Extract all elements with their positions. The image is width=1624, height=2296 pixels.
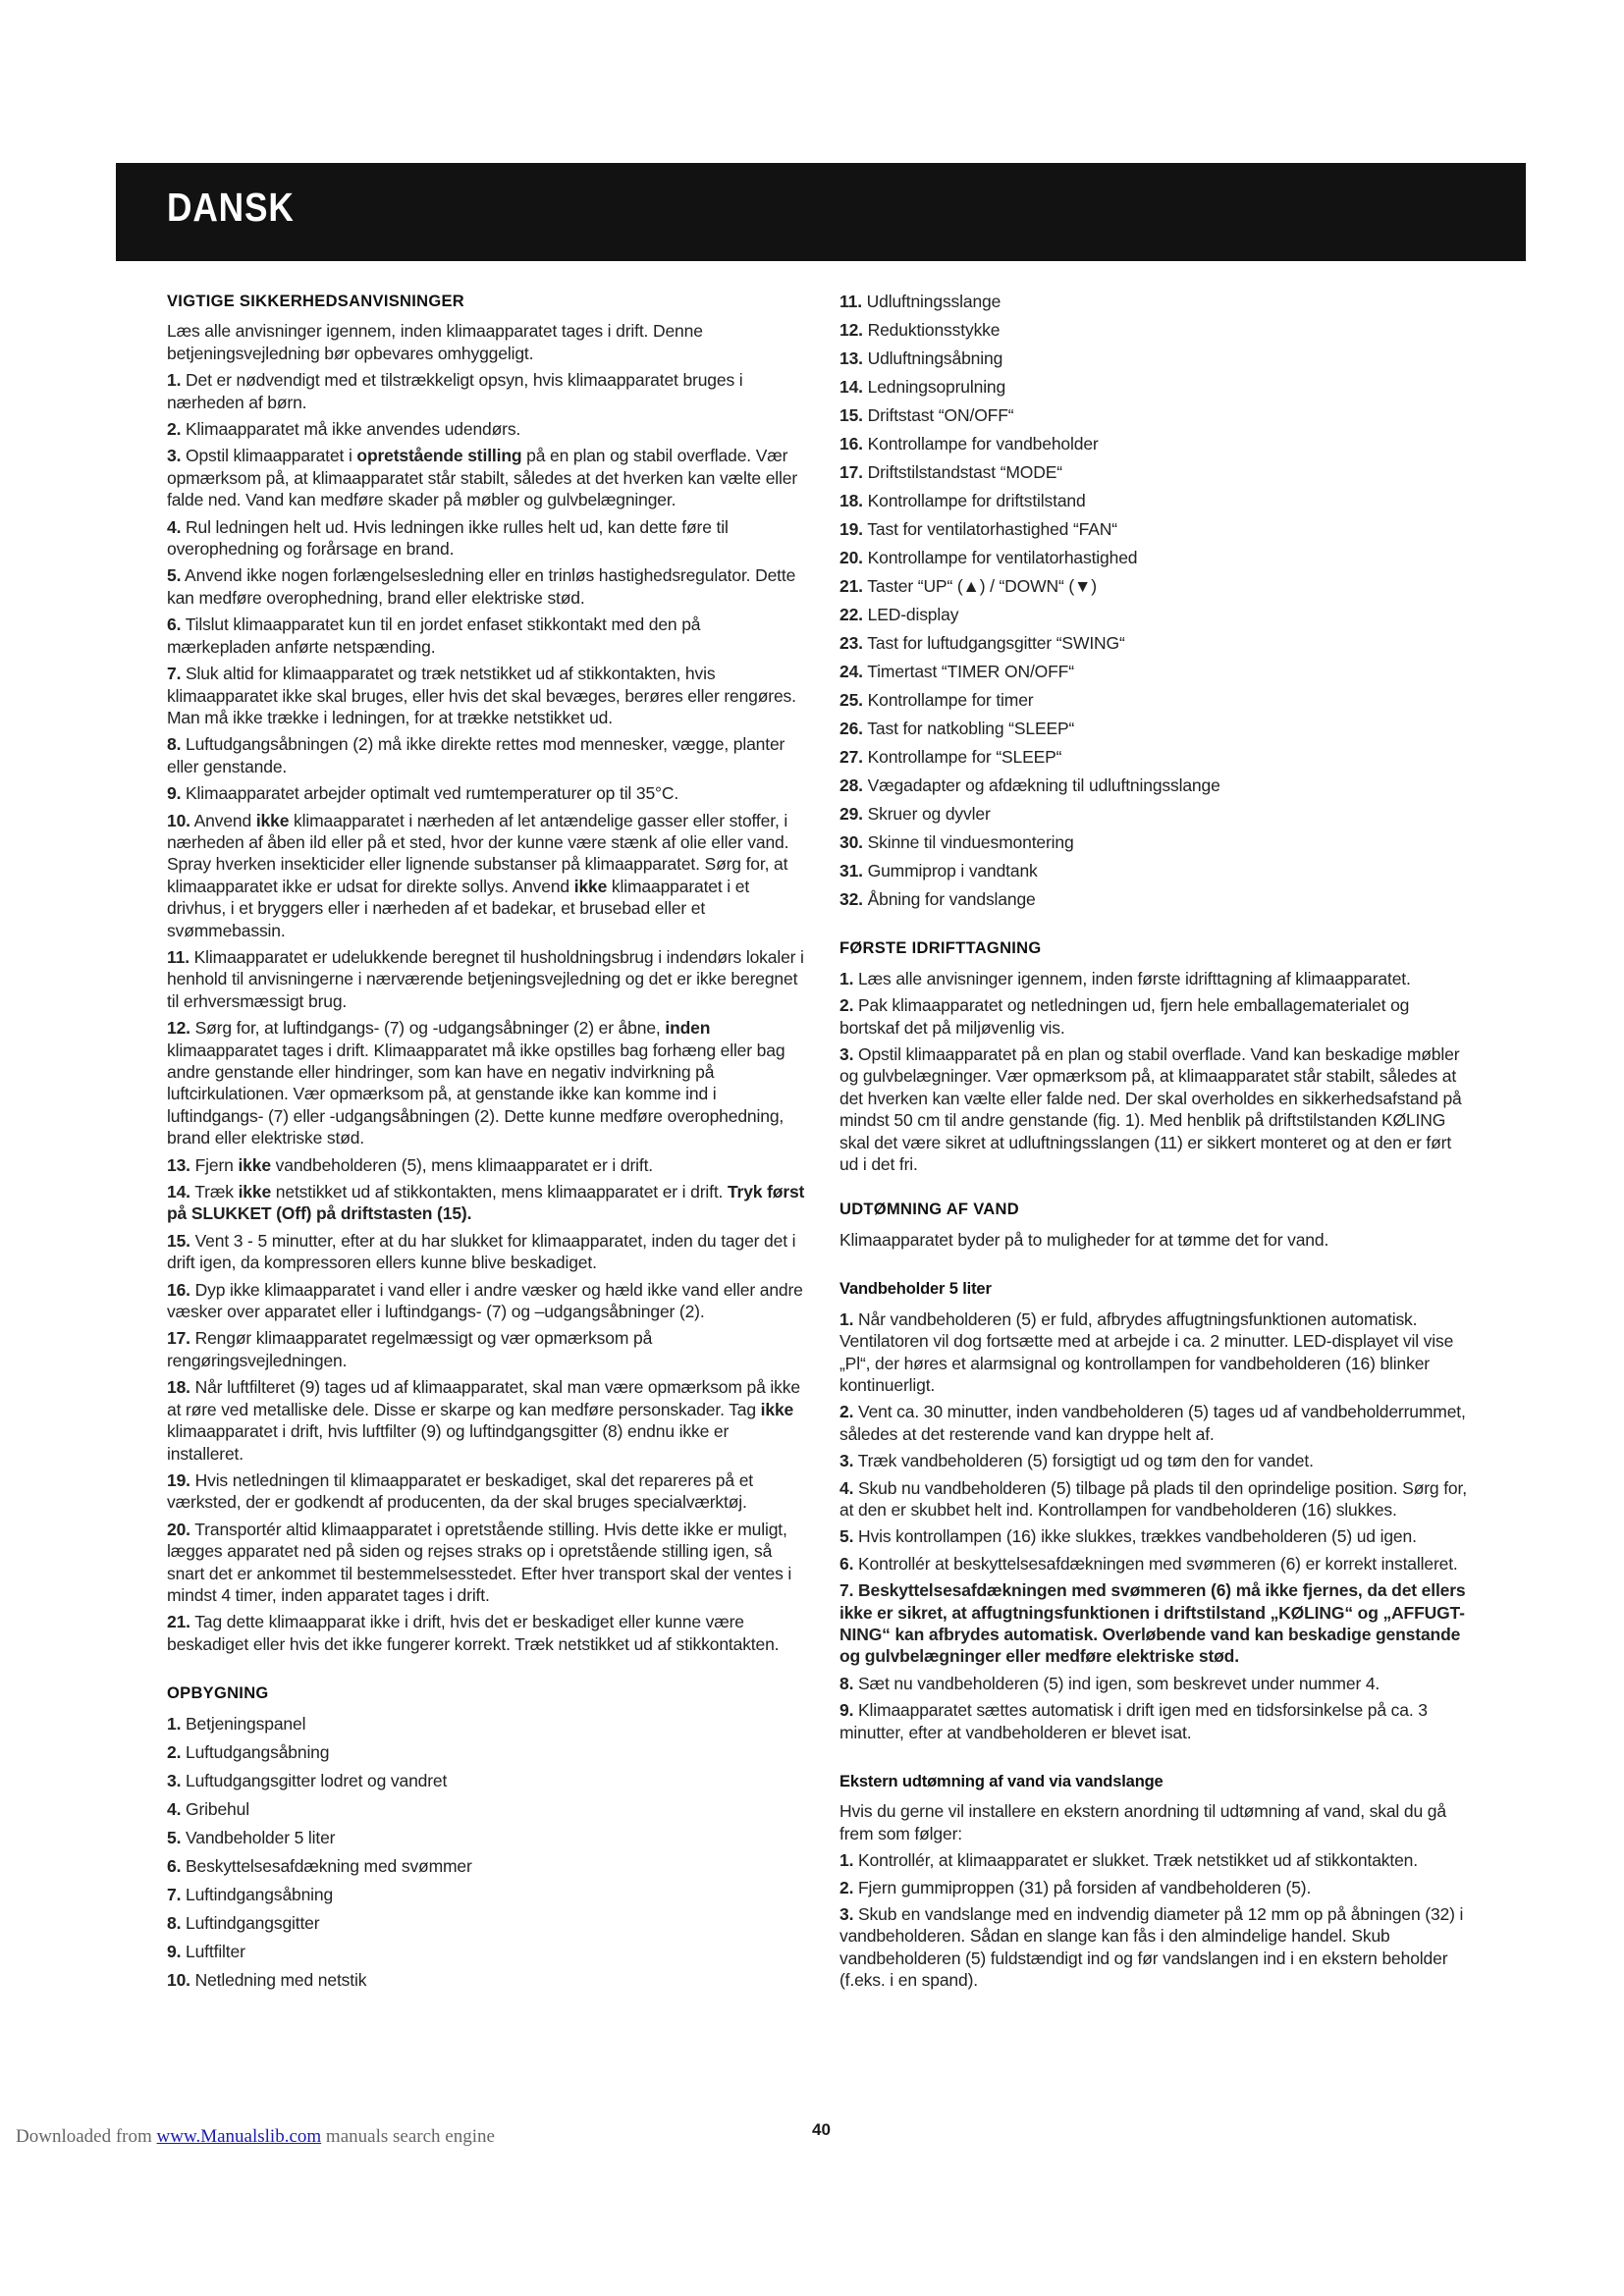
construction-item-9: 9. Luftfilter bbox=[167, 1941, 245, 1961]
construction-item-7: 7. Luftindgangsåbning bbox=[167, 1884, 334, 1904]
construction-item-4: 4. Gribehul bbox=[167, 1798, 249, 1819]
safety-item-10: 10. Anvend ikke klimaapparatet i nærheden af let antændelige gasser eller stoffer, i nærheden af åben ild eller på et sted, hvor der kunne være stænk af olie eller vand. Spray hverken insekticider eller lignende substanser på klimaapparatet. Sørg for, at klimaapparatet ikke er udsat for direkte sollys. Anvend ikke klimaapparatet i et drivhus, i et bryggers eller i nærheden af et badekar, et brusebad eller et svømmebassin. bbox=[167, 810, 789, 940]
external-item-1: 1. Kontrollér, at klimaapparatet er slukket. Træk netstikket ud af stikkontakten. bbox=[839, 1850, 1418, 1871]
construction-item-24: 24. Timertast “TIMER ON/OFF“ bbox=[839, 662, 1074, 681]
external-item-2: 2. Fjern gummiproppen (31) på forsiden af vandbeholderen (5). bbox=[839, 1877, 1312, 1897]
subheading-tank: Vandbeholder 5 liter bbox=[839, 1280, 992, 1299]
construction-item-23: 23. Tast for luftudgangsgitter “SWING“ bbox=[839, 633, 1125, 653]
external-intro: Hvis du gerne vil installere en ekstern anordning til udtømning af vand, skal du gå frem som følger: bbox=[839, 1801, 1446, 1843]
right-column bbox=[839, 291, 1468, 1997]
first-use-item-2: 2. Pak klimaapparatet og netledningen ud, fjern hele emballagematerialet og bortskaf det på miljøvenlig vis. bbox=[839, 995, 1410, 1038]
safety-item-21: 21. Tag dette klimaapparat ikke i drift, hvis det er beskadiget eller kunne være beskadiget eller hvis det ikke fungerer korrekt. Træk netstikket ud af stikkontakten. bbox=[167, 1612, 780, 1654]
construction-item-17: 17. Driftstilstandstast “MODE“ bbox=[839, 462, 1062, 482]
tank-item-6: 6. Kontrollér at beskyttelsesafdækningen med svømmeren (6) er korrekt installeret. bbox=[839, 1553, 1458, 1574]
construction-item-29: 29. Skruer og dyvler bbox=[839, 804, 991, 824]
safety-item-2: 2. Klimaapparatet må ikke anvendes udendørs. bbox=[167, 419, 521, 440]
tank-item-4: 4. Skub nu vandbeholderen (5) tilbage på plads til den oprindelige position. Sørg for, at den er skubbet helt ind. Kontrollampen for vandbeholderen (16) slukkes. bbox=[839, 1477, 1467, 1520]
download-footer: Downloaded from www.Manualslib.com manuals search engine bbox=[16, 2126, 495, 2147]
subheading-external-drain: Ekstern udtømning af vand via vandslange bbox=[839, 1773, 1164, 1790]
safety-item-8: 8. Luftudgangsåbningen (2) må ikke direkte rettes mod mennesker, vægge, planter eller genstande. bbox=[167, 734, 785, 776]
construction-item-18: 18. Kontrollampe for driftstilstand bbox=[839, 491, 1086, 510]
construction-item-5: 5. Vandbeholder 5 liter bbox=[167, 1827, 336, 1847]
construction-item-20: 20. Kontrollampe for ventilatorhastighed bbox=[839, 548, 1138, 567]
construction-item-28: 28. Vægadapter og afdækning til udluftningsslange bbox=[839, 775, 1220, 795]
construction-item-14: 14. Ledningsoprulning bbox=[839, 377, 1006, 397]
tank-item-7-warning: 7. Beskyttelsesafdækningen med svømmeren (6) må ikke fjernes, da det ellers ikke er sikret, at affugtningsfunktionen i driftstilstand „KØLING“ og „AFFUGT-NING“ kan afbrydes automatisk. Overløbende vand kan beskadige genstande og gulvbelægninger eller medføre elektriske stød. bbox=[839, 1580, 1466, 1667]
construction-item-6: 6. Beskyttelsesafdækning med svømmer bbox=[167, 1855, 472, 1876]
section-heading-construction: OPBYGNING bbox=[167, 1684, 269, 1703]
construction-item-11: 11. Udluftningsslange bbox=[839, 292, 1001, 311]
construction-item-16: 16. Kontrollampe for vandbeholder bbox=[839, 434, 1099, 454]
first-use-item-1: 1. Læs alle anvisninger igennem, inden første idrifttagning af klimaapparatet. bbox=[839, 968, 1411, 988]
tank-item-8: 8. Sæt nu vandbeholderen (5) ind igen, som beskrevet under nummer 4. bbox=[839, 1673, 1380, 1693]
construction-item-10: 10. Netledning med netstik bbox=[167, 1969, 367, 1990]
construction-item-31: 31. Gummiprop i vandtank bbox=[839, 861, 1038, 881]
tank-item-9: 9. Klimaapparatet sættes automatisk i drift igen med en tidsforsinkelse på ca. 3 minutter, efter at vandbeholderen er blevet isat. bbox=[839, 1700, 1428, 1742]
construction-item-26: 26. Tast for natkobling “SLEEP“ bbox=[839, 719, 1075, 738]
construction-item-12: 12. Reduktionsstykke bbox=[839, 320, 1001, 340]
construction-item-32: 32. Åbning for vandslange bbox=[839, 889, 1036, 909]
section-heading-first-use: FØRSTE IDRIFTTAGNING bbox=[839, 939, 1042, 958]
external-item-3: 3. Skub en vandslange med en indvendig diameter på 12 mm op på åbningen (32) i vandbeholderen. Sådan en slange kan fås i den almindelige handel. Skub vandbeholderen (5) fuldstændigt ind og før vandslangen ind i en ekstern beholder (f.eks. i en spand). bbox=[839, 1904, 1464, 1991]
safety-item-13: 13. Fjern ikke vandbeholderen (5), mens klimaapparatet er i drift. bbox=[167, 1154, 653, 1175]
construction-item-27: 27. Kontrollampe for “SLEEP“ bbox=[839, 747, 1062, 767]
construction-item-3: 3. Luftudgangsgitter lodret og vandret bbox=[167, 1770, 448, 1790]
drain-intro: Klimaapparatet byder på to muligheder for at tømme det for vand. bbox=[839, 1229, 1329, 1250]
safety-item-7: 7. Sluk altid for klimaapparatet og træk netstikket ud af stikkontakten, hvis klimaapparatet ikke skal bruges, eller hvis det skal bevæges, berøres eller rengøres. Man må ikke trække i ledningen, for at trække netstikket ud. bbox=[167, 664, 796, 727]
construction-item-15: 15. Driftstast “ON/OFF“ bbox=[839, 405, 1014, 425]
construction-item-13: 13. Udluftningsåbning bbox=[839, 348, 1003, 368]
safety-item-15: 15. Vent 3 - 5 minutter, efter at du har slukket for klimaapparatet, inden du tager det i drift igen, da kompressoren ellers kunne blive beskadiget. bbox=[167, 1230, 796, 1273]
header-bar bbox=[116, 163, 1526, 261]
safety-intro: Læs alle anvisninger igennem, inden klimaapparatet tages i drift. Denne betjeningsvejledning bør opbevares omhyggeligt. bbox=[167, 321, 703, 363]
construction-item-25: 25. Kontrollampe for timer bbox=[839, 690, 1034, 710]
section-heading-safety: VIGTIGE SIKKERHEDSANVISNINGER bbox=[167, 293, 464, 310]
safety-item-9: 9. Klimaapparatet arbejder optimalt ved rumtemperaturer op til 35°C. bbox=[167, 783, 679, 804]
safety-item-11: 11. Klimaapparatet er udelukkende beregnet til husholdningsbrug i indendørs lokaler i henhold til anvisningerne i nærværende betjeningsvejledning og det er ikke beregnet til erhversmæssigt brug. bbox=[167, 946, 804, 1011]
section-heading-drain: UDTØMNING AF VAND bbox=[839, 1201, 1019, 1219]
safety-item-4: 4. Rul ledningen helt ud. Hvis ledningen ikke rulles helt ud, kan dette føre til overophedning og forårsage en brand. bbox=[167, 516, 729, 560]
page-number: 40 bbox=[812, 2120, 831, 2139]
construction-item-1: 1. Betjeningspanel bbox=[167, 1713, 306, 1734]
tank-item-1: 1. Når vandbeholderen (5) er fuld, afbrydes affugtningsfunktionen automatisk. Ventilatoren vil dog fortsætte med at arbejde i ca. 2 minutter. LED-displayet vil vise „Pl“, der høres et alarmsignal og kontrollampen for vandbeholderen (16) blinker kontinuerligt. bbox=[839, 1308, 1454, 1395]
safety-item-3: 3. Opstil klimaapparatet i opretstående stilling på en plan og stabil overflade. Vær opmærksom på, at klimaapparatet står stabilt, således at det hverken kan vælte eller falde ned. Vand kan medføre skader på møbler og gulvbelægninger. bbox=[167, 446, 798, 510]
safety-item-12: 12. Sørg for, at luftindgangs- (7) og -udgangsåbninger (2) er åbne, inden klimaapparatet tages i drift. Klimaapparatet må ikke opstilles bag forhæng eller bag andre genstande eller hindringer, som kan have en negativ indvirkning på luftcirkulationen. Vær opmærksom på, at genstande ikke kan komme ind i luftindgangs- (7) eller -udgangsåbningen (2). Dette kunne medføre overophedning, brand eller elektriske stød. bbox=[167, 1018, 785, 1148]
tank-item-2: 2. Vent ca. 30 minutter, inden vandbeholderen (5) tages ud af vandbeholderrummet, således at det resterende vand kan dryppe helt af. bbox=[839, 1402, 1466, 1444]
safety-item-20: 20. Transportér altid klimaapparatet i opretstående stilling. Hvis dette ikke er muligt, lægges apparatet ned på siden og rejses straks op i opretstående stilling igen, så snart det er ankommet til bestemmelsesstedet. Efter hver transport skal der ventes i mindst 4 timer, inden apparatet tages i drift. bbox=[167, 1519, 792, 1605]
construction-item-21: 21. Taster “UP“ (▲) / “DOWN“ (▼) bbox=[839, 576, 1097, 596]
construction-item-22: 22. LED-display bbox=[839, 605, 959, 624]
left-column bbox=[167, 291, 805, 1998]
safety-item-17: 17. Rengør klimaapparatet regelmæssigt og vær opmærksom på rengøringsvejledningen. bbox=[167, 1328, 653, 1370]
safety-item-19: 19. Hvis netledningen til klimaapparatet er beskadiget, skal det repareres på et værksted, der er godkendt af producenten, da der skal bruges specialværktøj. bbox=[167, 1469, 753, 1513]
tank-item-5: 5. Hvis kontrollampen (16) ikke slukkes, trækkes vandbeholderen (5) ud igen. bbox=[839, 1526, 1417, 1547]
safety-item-18: 18. Når luftfilteret (9) tages ud af klimaapparatet, skal man være opmærksom på ikke at røre ved metalliske dele. Disse er skarpe og kan medføre personskader. Tag ikke klimaapparatet i drift, hvis luftfilter (9) og luftindgangsgitter (8) endnu ikke er installeret. bbox=[167, 1377, 800, 1464]
construction-item-2: 2. Luftudgangsåbning bbox=[167, 1741, 330, 1762]
construction-item-19: 19. Tast for ventilatorhastighed “FAN“ bbox=[839, 519, 1117, 539]
page-title: DANSK bbox=[167, 185, 295, 230]
safety-item-1: 1. Det er nødvendigt med et tilstrækkeligt opsyn, hvis klimaapparatet bruges i nærheden af børn. bbox=[167, 370, 743, 412]
manualslib-link[interactable]: www.Manualslib.com bbox=[156, 2126, 322, 2147]
construction-item-30: 30. Skinne til vinduesmontering bbox=[839, 832, 1074, 852]
safety-item-6: 6. Tilslut klimaapparatet kun til en jordet enfaset stikkontakt med den på mærkepladen anførte netspænding. bbox=[167, 614, 701, 657]
first-use-item-3: 3. Opstil klimaapparatet på en plan og stabil overflade. Vand kan beskadige møbler og gulvbelægninger. Vær opmærksom på, at klimaapparatet står stabilt, således at det hverken kan vælte eller falde ned. Der skal overholdes en sikkerhedsafstand på mindst 50 cm til andre genstande (fig. 1). Med henblik på driftstilstanden KØLING skal det være sikret at udluftningsslangen (11) er sikkert monteret og at den er ført ud i det fri. bbox=[839, 1044, 1462, 1175]
safety-item-5: 5. Anvend ikke nogen forlængelsesledning eller en trinløs hastighedsregulator. Dette kan medføre overophedning, brand eller elektriske stød. bbox=[167, 565, 796, 608]
tank-item-3: 3. Træk vandbeholderen (5) forsigtigt ud og tøm den for vandet. bbox=[839, 1451, 1314, 1471]
construction-item-8: 8. Luftindgangsgitter bbox=[167, 1912, 320, 1933]
safety-item-16: 16. Dyp ikke klimaapparatet i vand eller i andre væsker og hæld ikke vand eller andre væsker over apparatet eller i luftindgangs- (7) og –udgangsåbninger (2). bbox=[167, 1279, 803, 1322]
safety-item-14: 14. Træk ikke netstikket ud af stikkontakten, mens klimaapparatet er i drift. Tryk først på SLUKKET (Off) på driftstasten (15). bbox=[167, 1182, 805, 1224]
